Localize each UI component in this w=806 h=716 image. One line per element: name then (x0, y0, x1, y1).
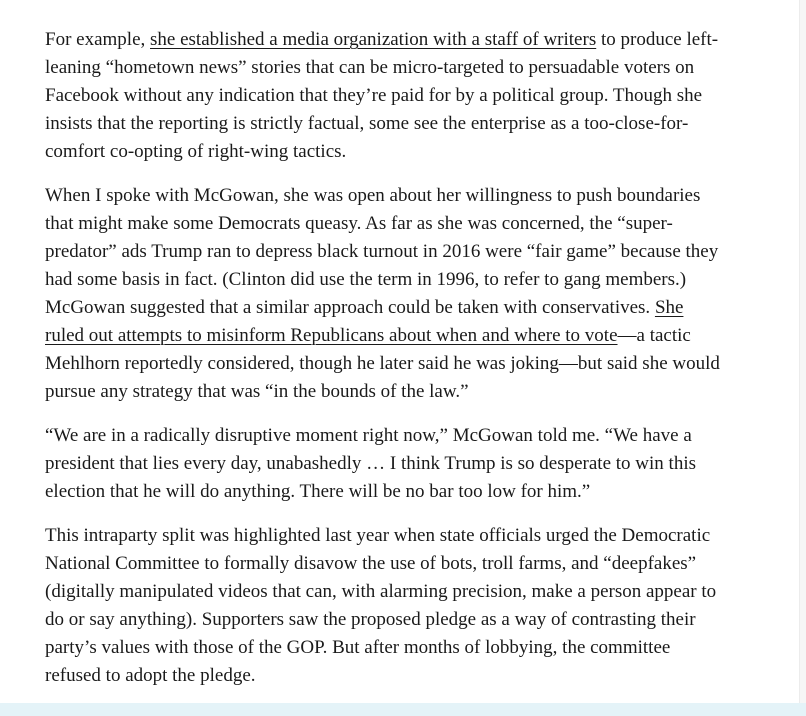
paragraph-text: to produce left-leaning “hometown news” stories that can be micro-targeted to persuadable voters on Facebook without any indication that they’re paid for by a political group. Though she insists that the reporting is strictly factual, some see the enterprise as a too-close-for-comfort co-opting of right-wing tactics. (45, 29, 719, 162)
paragraph-text: When I spoke with McGowan, she was open about her willingness to push boundaries that might make some Democrats queasy. As far as she was concerned, the “super-predator” ads Trump ran to depress black turnout in 2016 were “fair game” because they had some basis in fact. (Clinton did use the term in 1996, to refer to gang members.) McGowan suggested that a similar approach could be taken with conservatives. (45, 185, 719, 318)
paragraph-media-organization (45, 26, 725, 166)
misinform-republicans-link[interactable]: She ruled out attempts to misinform Republicans about when and where to vote (45, 297, 684, 346)
vertical-scrollbar[interactable] (799, 0, 806, 716)
bottom-banner-strip (0, 703, 806, 716)
paragraph-text: For example, (45, 29, 151, 50)
paragraph-text: —a tactic Mehlhorn reportedly considered, though he later said he was joking—but said she would pursue any strategy that was “in the bounds of the law.” (45, 325, 720, 402)
media-organization-link[interactable]: she established a media organization with a staff of writers (150, 29, 597, 50)
paragraph-mcgowan-quote: “We are in a radically disruptive moment right now,” McGowan told me. “We have a president that lies every day, unabashedly … I think Trump is so desperate to win this election that he will do anything. There will be no bar too low for him.” (45, 425, 697, 502)
article-body (45, 26, 725, 706)
paragraph-mcgowan-interview (45, 182, 725, 406)
paragraph-intraparty-split: This intraparty split was highlighted last year when state officials urged the Democratic National Committee to formally disavow the use of bots, troll farms, and “deepfakes” (digitally manipulated videos that can, with alarming precision, make a person appear to do or say anything). Supporters saw the proposed pledge as a way of contrasting their party’s values with those of the GOP. But after months of lobbying, the committee refused to adopt the pledge. (45, 525, 717, 686)
